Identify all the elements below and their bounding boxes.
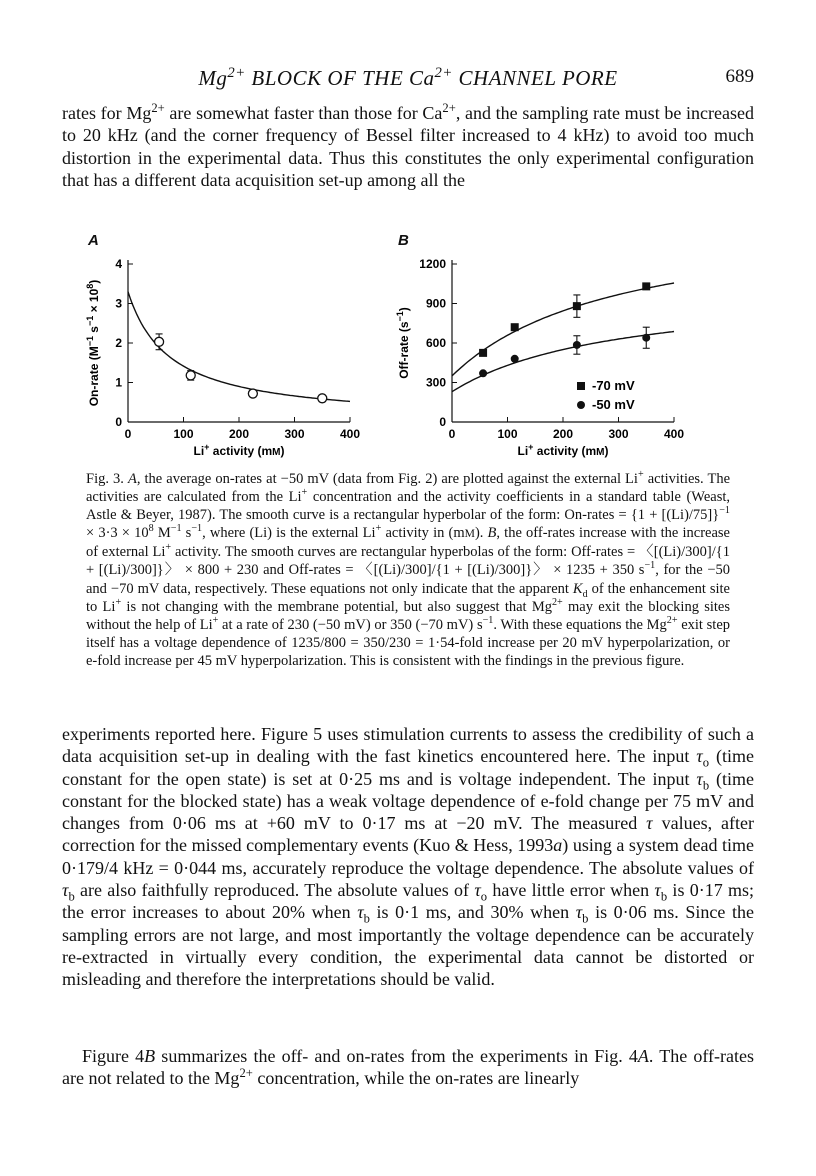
data-point: [186, 371, 195, 380]
x-tick-label: 300: [284, 427, 305, 441]
x-tick-label: 0: [448, 427, 456, 441]
x-tick-label: 100: [497, 427, 518, 441]
y-tick-label: 0: [115, 415, 122, 429]
panel-b-plot: [395, 257, 684, 458]
x-tick-label: 300: [608, 427, 629, 441]
fit-curve: [452, 283, 674, 376]
page-number: 689: [725, 66, 754, 87]
figure-caption: Fig. 3. A, the average on-rates at −50 mV (data from Fig. 2) are plotted against the external Li+ activities. The activities are calculated from the Li+ concentration and the activity coefficients in a standard table (Weast, Astle & Beyer, 1987). The smooth curve is a rectangular hyperbolar of the form: On-rates = $\{1 + [(Li)/75]\}^{-1} \times 3\cdot 3 \times 10^8$ $M^{-1}$ $s^{-1}$, where (Li) is the external Li+ activity in (mM). B, the off-rates increase with the increase of external Li+ activity. The smooth curves are rectangular hyperbolas of the form: Off-rates = 〈[(Li)/300]/{1 + [(Li)/300]}〉 × 800 + 230 and Off-rates = 〈[(Li)/300]/{1 + [(Li)/300]}〉 × 1235 + 350 $s^{-1}$, for the −50 and −70 mV data, respectively. These equations not only indicate that the apparent $K_d$ of the enhancement site to Li+ is not changing with the membrane potential, but also suggest that $Mg^{2+}$ may exit the blocking sites without the help of Li+ at a rate of 230 (−50 mV) or 350 (−70 mV) $s^{-1}$. With these equations the $Mg^{2+}$ exit step itself has a voltage dependence of 1235/800 = 350/230 = 1·54-fold increase per 20 mV hyperpolarization, or e-fold increase per 45 mV hyperpolarization. This is consistent with the findings in the previous figure.: [86, 469, 731, 669]
x-tick-label: 0: [124, 427, 132, 441]
x-tick-label: 400: [663, 427, 685, 441]
y-tick-label: 1200: [419, 257, 446, 271]
legend-label: -50 mV: [592, 397, 635, 412]
x-axis-label: Li+ activity (mM): [193, 442, 285, 458]
y-tick-label: 4: [115, 257, 122, 271]
running-title: $Mg^{2+}$ BLOCK OF THE $Ca^{2+}$ CHANNEL PORE: [198, 65, 618, 90]
fit-curve: [128, 292, 350, 402]
data-point: [155, 337, 164, 346]
data-point: [318, 394, 327, 403]
paragraph-continued: rates for $Mg^{2+}$ are somewhat faster than those for $Ca^{2+}$, and the sampling rate must be increased to 20 kHz (and the corner frequency of Bessel filter increased to 4 kHz) to avoid too much distortion in the experimental data. Thus this constitutes the only experimental configuration that has a different data acquisition set-up among all the: [62, 101, 754, 190]
data-point: [573, 341, 581, 349]
x-tick-label: 200: [228, 427, 250, 441]
data-point: [479, 349, 487, 357]
data-point: [511, 355, 519, 363]
y-tick-label: 2: [115, 336, 122, 350]
x-tick-label: 400: [339, 427, 361, 441]
panel-a-letter: A: [88, 232, 99, 249]
y-tick-label: 1: [115, 375, 122, 390]
legend: [577, 378, 635, 412]
x-axis-label: Li+ activity (mM): [517, 442, 609, 458]
legend-marker-square: [577, 382, 585, 390]
data-point: [479, 369, 487, 377]
y-axis-label: Off-rate $(s^{-1})$: [395, 307, 411, 379]
legend-label: -70 mV: [592, 378, 635, 393]
data-point: [642, 282, 650, 290]
y-tick-label: 300: [425, 375, 446, 390]
legend-marker-circle: [577, 401, 585, 409]
y-tick-label: 0: [439, 415, 446, 429]
figure-3-plots: [62, 232, 754, 464]
data-point: [248, 389, 257, 398]
fit-curve: [452, 332, 674, 392]
paragraph-next: Figure 4B summarizes the off- and on-rates from the experiments in Fig. 4A. The off-rates are not related to the $Mg^{2+}$ concentration, while the on-rates are linearly: [62, 1046, 755, 1089]
panel-a-plot: [85, 257, 360, 458]
y-tick-label: 3: [115, 296, 122, 311]
data-point: [642, 334, 650, 342]
y-axis-label: On-rate ($M^{-1}$ $s^{-1} \times 10^8$): [85, 279, 101, 407]
paragraph-main: experiments reported here. Figure 5 uses stimulation currents to assess the credibility of such a data acquisition set-up in dealing with the fast kinetics encountered here. The input $\tau_o$ (time constant for the open state) is set at 0·25 ms and is voltage independent. The input $\tau_b$ (time constant for the blocked state) has a weak voltage dependence of e-fold change per 75 mV and changes from 0·06 ms at +60 mV to 0·17 ms at −20 mV. The measured τ values, after correction for the missed complementary events (Kuo & Hess, 1993a) using a system dead time 0·179/4 kHz = 0·044 ms, accurately reproduce the voltage dependence. The absolute values of $\tau_b$ are also faithfully reproduced. The absolute values of $\tau_o$ have little error when $\tau_b$ is 0·17 ms; the error increases to about 20% when $\tau_b$ is 0·1 ms, and 30% when $\tau_b$ is 0·06 ms. Since the sampling errors are not large, and most importantly the voltage dependence can be accurately re-extracted in virtually every condition, the experimental data cannot be distorted or misleading and therefore the interpretations should be valid.: [62, 724, 755, 990]
figure-3: [62, 232, 754, 464]
data-point: [573, 302, 581, 310]
x-tick-label: 200: [552, 427, 574, 441]
data-point: [511, 323, 519, 331]
x-tick-label: 100: [173, 427, 194, 441]
y-tick-label: 900: [425, 296, 446, 311]
running-header: [62, 66, 754, 96]
panel-b-letter: B: [398, 232, 409, 249]
y-tick-label: 600: [425, 336, 446, 350]
